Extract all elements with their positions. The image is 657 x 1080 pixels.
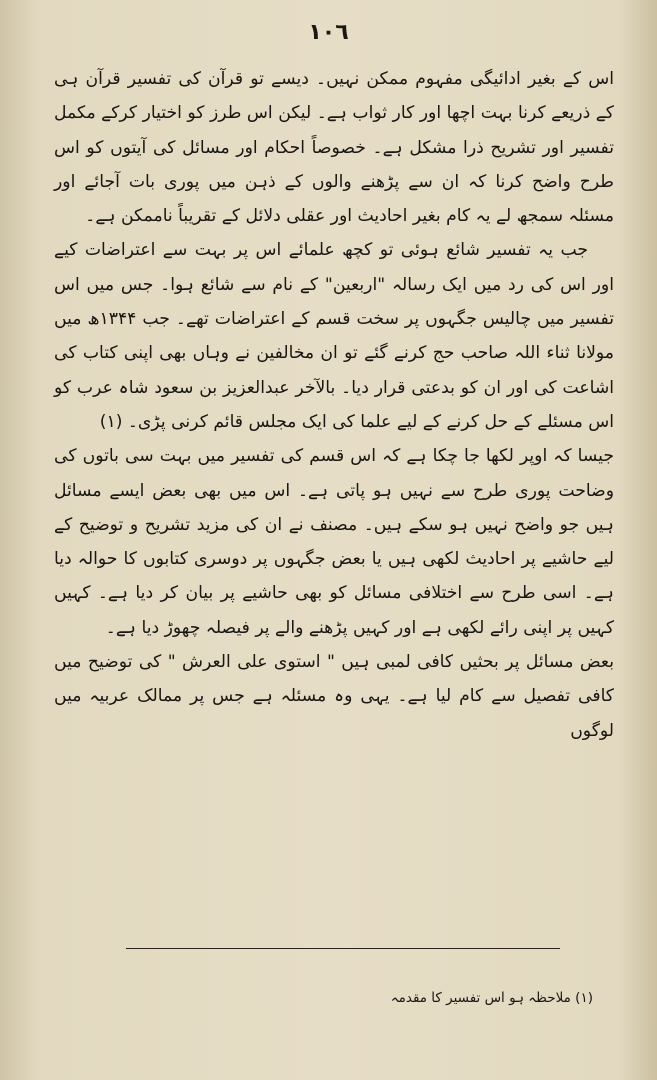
footnote: (۱) ملاحظہ ہو اس تفسیر کا مقدمہ [390,990,593,1006]
paragraph-4: بعض مسائل پر بحثیں کافی لمبی ہیں " استوی علی العرش " کی توضیح میں کافی تفصیل سے کام لیا ہے۔ یہی وہ مسئلہ ہے جس پر ممالک عربیہ میں لوگوں [54,652,614,741]
paragraph-2: جب یہ تفسیر شائع ہوئی تو کچھ علمائے اس پر بہت سے اعتراضات کیے اور اس کی رد میں ایک رسالہ "اربعین" کے نام سے شائع ہوا۔ جس میں اس تفسیر میں چالیس جگہوں پر سخت قسم کے اعتراضات تھے۔ جب ۱۳۴۴ھ میں مولانا ثناء اللہ صاحب حج کرنے گئے تو ان مخالفین نے وہاں بھی اپنی کتاب کی اشاعت کی اور ان کو بدعتی قرار دیا۔ بالآخر عبدالعزیز بن سعود شاہ عرب کو اس مسئلے کے حل کرنے کے لیے علما کی ایک مجلس قائم کرنی پڑی۔ (۱) [54,240,614,432]
page-body [54,62,614,748]
paragraph-3: جیسا کہ اوپر لکھا جا چکا ہے کہ اس قسم کی تفسیر میں بہت سی باتوں کی وضاحت پوری طرح سے نہیں ہو پاتی ہے۔ اس میں بھی بعض ایسے مسائل ہیں جو واضح نہیں ہو سکے ہیں۔ مصنف نے ان کی مزید تشریح و توضیح کے لیے حاشیے پر احادیث لکھی ہیں یا بعض جگہوں پر دوسری کتابوں کا حوالہ دیا ہے۔ اسی طرح سے اختلافی مسائل کو بھی حاشیے پر بیان کر دیا ہے۔ کہیں کہیں پر اپنی رائے لکھی ہے اور کہیں پڑھنے والے پر فیصلہ چھوڑ دیا ہے۔ [54,446,614,638]
footnote-separator [126,948,560,949]
page-number: ١٠٦ [308,20,349,45]
paragraph-1: اس کے بغیر ادائیگی مفہوم ممکن نہیں۔ دیسے تو قرآن کی تفسیر قرآن ہی کے ذریعے کرنا بہت اچھا اور کار ثواب ہے۔ لیکن اس طرز کو اختیار کرکے مکمل تفسیر اور تشریح ذرا مشکل ہے۔ خصوصاً احکام اور مسائل کی آیتوں کو اس طرح واضح کرنا کہ ان سے پڑھنے والوں کے ذہن میں پوری بات آجائے اور مسئلہ سمجھ لے یہ کام بغیر احادیث اور عقلی دلائل کے تقریباً ناممکن ہے۔ [54,69,614,227]
